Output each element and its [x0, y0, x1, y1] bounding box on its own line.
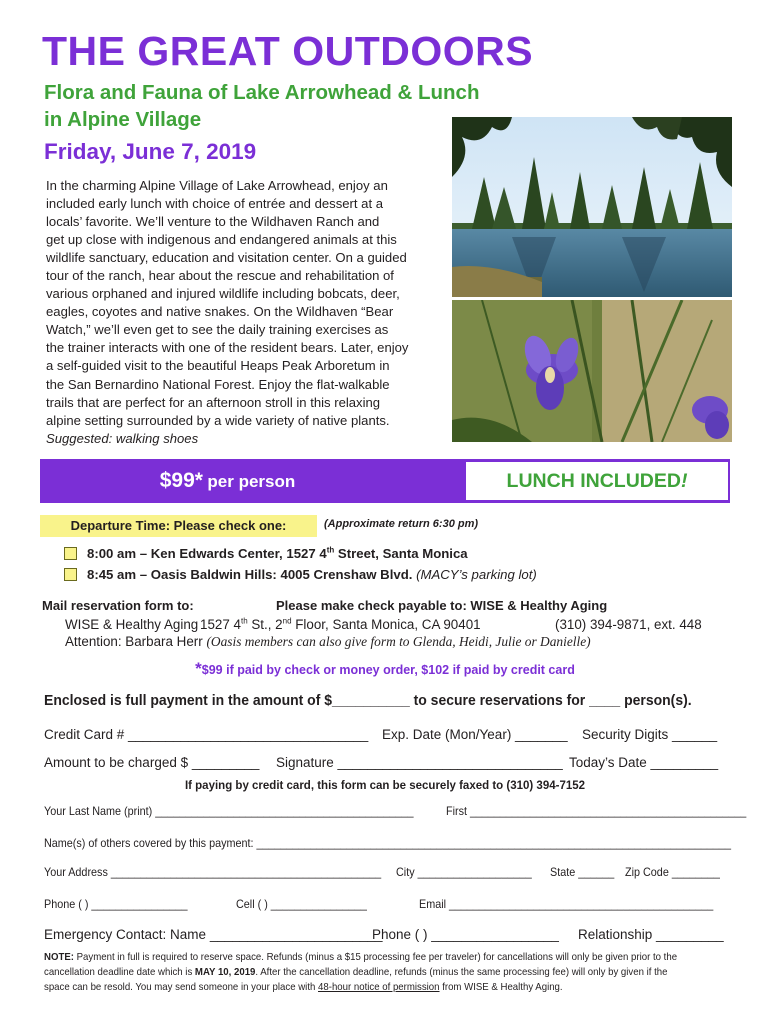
mail-address-c: Floor, Santa Monica, CA 90401: [291, 617, 481, 632]
todays-date-field[interactable]: Today’s Date _________: [569, 755, 719, 770]
security-digits-field[interactable]: Security Digits ______: [582, 727, 718, 742]
note-line-2c: . After the cancellation deadline, refunds (minus the same processing fee) will only by given if the: [255, 967, 668, 978]
description-line: the trainer interacts with one of the resident bears. Later, enjoy: [46, 340, 409, 356]
price-note-star: *: [195, 659, 202, 678]
note-line-3c: from WISE & Healthy Aging.: [439, 982, 563, 993]
note-line-1: Payment in full is required to reserve space. Refunds (minus a $15 processing fee per traveler) for cancellations will only be given prior to the: [73, 952, 678, 963]
attention-name: Attention: Barbara Herr: [65, 634, 203, 649]
departure-option-2[interactable]: [64, 567, 537, 582]
mail-attention: [65, 634, 591, 650]
lunch-included-badge: [466, 462, 728, 500]
zip-code-field[interactable]: Zip Code ________: [625, 865, 720, 879]
phone-field[interactable]: Phone ( ) ________________: [44, 897, 188, 911]
event-date: Friday, June 7, 2019: [44, 139, 257, 164]
price-note: [40, 659, 730, 679]
event-description: [46, 177, 446, 448]
mail-address-b: St., 2: [247, 617, 283, 632]
description-line: included early lunch with choice of entrée and dessert at a: [46, 196, 384, 212]
price-note-text: $99 if paid by check or money order, $102 if paid by credit card: [201, 663, 575, 677]
note-line-3a: space can be resold. You may send someone in your place with: [44, 982, 319, 993]
description-line: tour of the ranch, hear about the rescue and rehabilitation of: [46, 268, 394, 284]
cell-field[interactable]: Cell ( ) ________________: [236, 897, 367, 911]
description-line: alpine setting surrounded by a wide variety of native plants.: [46, 412, 390, 428]
subtitle-line-1: Flora and Fauna of Lake Arrowhead & Lunch: [44, 81, 480, 104]
payable-name: WISE & Healthy Aging: [470, 598, 608, 613]
attention-note: (Oasis members can also give form to Glenda, Heidi, Julie or Danielle): [206, 634, 591, 649]
event-subtitle: [44, 79, 480, 133]
checkbox-departure-2[interactable]: [64, 568, 77, 581]
departure-label: Departure Time: Please check one:: [40, 515, 317, 537]
price-amount: $99*: [159, 469, 203, 492]
relationship-field[interactable]: Relationship _________: [578, 927, 724, 942]
description-line: In the charming Alpine Village of Lake Arrowhead, enjoy an: [46, 178, 388, 193]
description-line: trails that are perfect for an afternoon stroll in this relaxing: [46, 394, 381, 410]
lunch-included-text: LUNCH INCLUDED: [506, 470, 681, 492]
lake-photo: [452, 117, 732, 297]
first-name-field[interactable]: First ______________________________________________: [446, 804, 747, 818]
option-2-note: (MACY’s parking lot): [416, 567, 537, 582]
emergency-phone-field[interactable]: Phone ( ) _________________: [372, 927, 559, 942]
option-1-text-a: 8:00 am – Ken Edwards Center, 1527 4: [87, 546, 327, 561]
mail-phone: (310) 394-9871, ext. 448: [555, 617, 702, 632]
fax-note: If paying by credit card, this form can be securely faxed to (310) 394-7152: [184, 780, 586, 792]
description-line: various orphaned and injured wildlife including bobcats, deer,: [46, 286, 400, 302]
emergency-contact-field[interactable]: Emergency Contact: Name _______________________: [44, 927, 383, 942]
price-label: [40, 459, 415, 503]
last-name-field[interactable]: Your Last Name (print) ___________________________________________: [44, 804, 414, 818]
description-line: the San Bernardino National Forest. Enjoy the flat-walkable: [46, 376, 390, 392]
amount-charged-field[interactable]: Amount to be charged $ _________: [44, 755, 260, 770]
mail-to-label: Mail reservation form to:: [42, 598, 194, 613]
approx-return: (Approximate return 6:30 pm): [324, 518, 479, 530]
option-1-text-b: Street, Santa Monica: [334, 546, 468, 561]
iris-flower-photo: [452, 300, 732, 442]
description-line: a self-guided visit to the beautiful Heaps Peak Arboretum in: [46, 358, 390, 374]
note-permission: 48-hour notice of permission: [318, 982, 440, 993]
enclosed-payment-field[interactable]: Enclosed is full payment in the amount of $__________ to secure reservations for ____ person(s).: [44, 692, 692, 709]
mail-address-sup-2: nd: [282, 616, 292, 626]
option-2-text: 8:45 am – Oasis Baldwin Hills: 4005 Crenshaw Blvd.: [87, 567, 413, 582]
mail-address-a: 1527 4: [200, 617, 241, 632]
per-person-label: per person: [207, 472, 296, 491]
address-field[interactable]: Your Address _____________________________________________: [44, 865, 382, 879]
note-label: NOTE:: [44, 952, 74, 963]
description-line: locals’ favorite. We’ll venture to the Wildhaven Ranch and: [46, 214, 380, 230]
lunch-included-mark: !: [680, 470, 688, 492]
note-deadline: MAY 10, 2019: [194, 967, 256, 978]
description-line: Watch,” we’ll even get to see the daily training exercises as: [46, 322, 389, 338]
description-line: eagles, coyotes and native snakes. On the Wildhaven “Bear: [46, 304, 394, 320]
option-1-sup: th: [326, 545, 335, 555]
others-names-field[interactable]: Name(s) of others covered by this payment: _______________________________________________________________________________: [44, 836, 732, 850]
mail-org: WISE & Healthy Aging: [65, 617, 199, 632]
mail-address: [200, 617, 481, 632]
note-line-2a: cancellation deadline date which is: [44, 967, 195, 978]
exp-date-field[interactable]: Exp. Date (Mon/Year) _______: [382, 727, 568, 742]
payable-label: [276, 598, 607, 613]
checkbox-departure-1[interactable]: [64, 547, 77, 560]
cancellation-note: [44, 950, 727, 995]
description-line: get up close with indigenous and endangered animals at this: [46, 232, 397, 248]
email-field[interactable]: Email ____________________________________________: [419, 897, 714, 911]
credit-card-field[interactable]: Credit Card # ________________________________: [44, 727, 369, 742]
payable-text: Please make check payable to:: [276, 598, 467, 613]
page-title: THE GREAT OUTDOORS: [42, 28, 534, 74]
subtitle-line-2: in Alpine Village: [44, 108, 202, 131]
description-line: wildlife sanctuary, education and visitation center. On a guided: [46, 250, 407, 266]
mail-address-sup-1: th: [240, 616, 248, 626]
suggested-note: Suggested: walking shoes: [46, 430, 199, 446]
departure-option-1[interactable]: [64, 546, 468, 561]
signature-field[interactable]: Signature ______________________________: [276, 755, 563, 770]
city-field[interactable]: City ___________________: [396, 865, 532, 879]
state-field[interactable]: State ______: [550, 865, 615, 879]
